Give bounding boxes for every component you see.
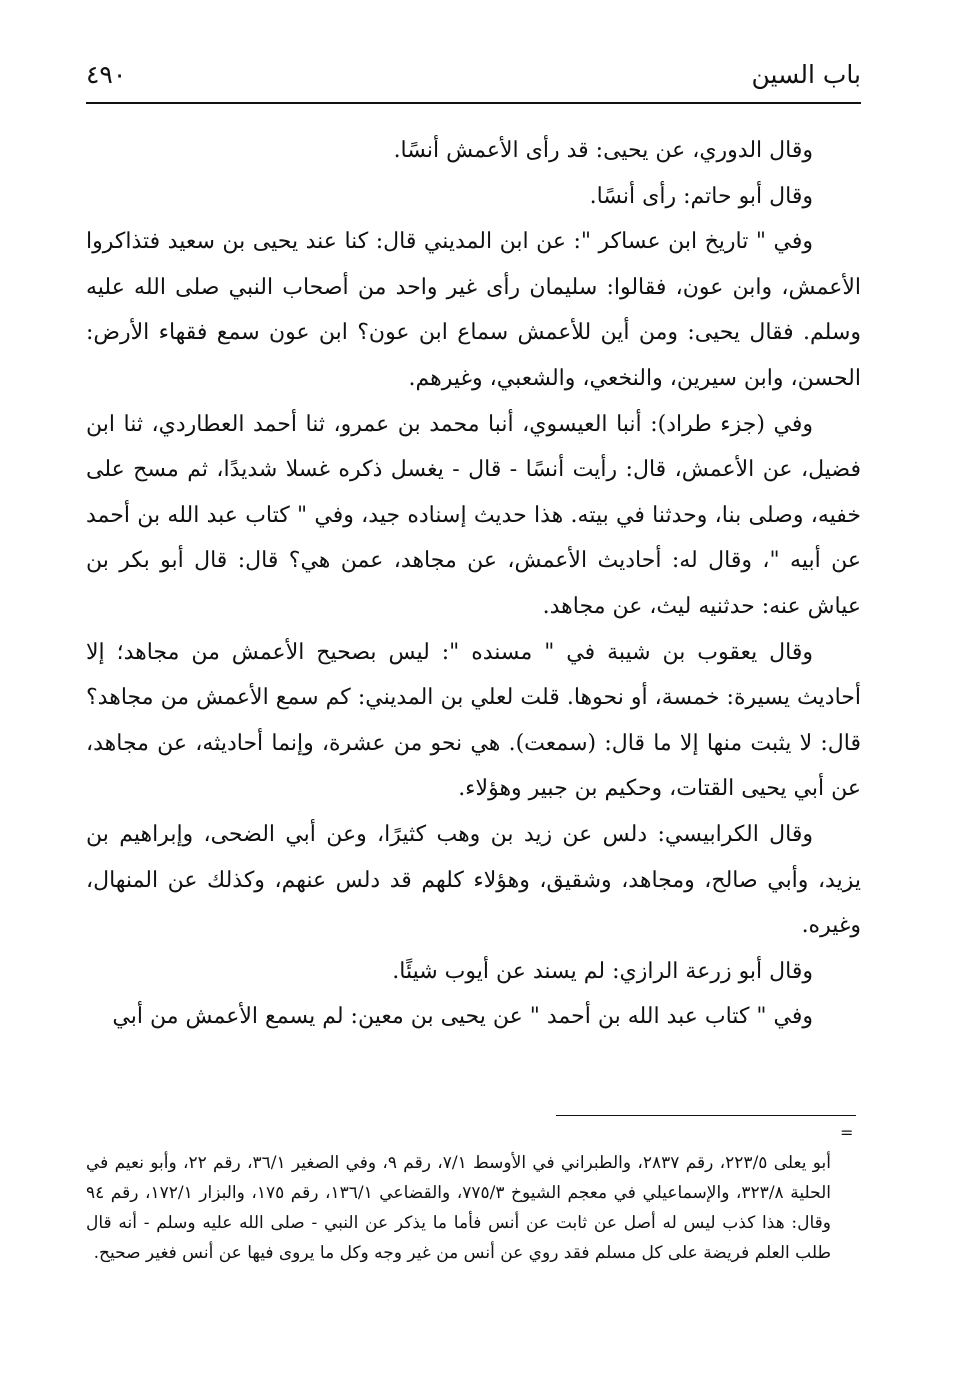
footnote-divider [556, 1115, 856, 1116]
main-text [86, 128, 861, 1040]
paragraph-7: وقال أبو زرعة الرازي: لم يسند عن أيوب شيئًا. [392, 958, 813, 984]
paragraph-8: وفي " كتاب عبد الله بن أحمد " عن يحيى بن معين: لم يسمع الأعمش من أبي [112, 1004, 813, 1030]
paragraph-5: وقال يعقوب بن شيبة في " مسنده ": ليس بصحيح الأعمش من مجاهد؛ إلا أحاديث يسيرة: خمسة، أو نحوها. قلت لعلي بن المديني: كم سمع الأعمش من مجاهد؟ قال: لا يثبت منها إلا ما قال: (سمعت). هي نحو من عشرة، وإنما أحاديثه، عن مجاهد، عن أبي يحيى القتات، وحكيم بن جبير وهؤلاء. [86, 639, 861, 802]
paragraph-3: وفي " تاريخ ابن عساكر ": عن ابن المديني قال: كنا عند يحيى بن سعيد فتذاكروا الأعمش، وابن عون، فقالوا: سليمان رأى غير واحد من أصحاب النبي صلى الله عليه وسلم. فقال يحيى: ومن أين للأعمش سماع ابن عون؟ ابن عون سمع فقهاء الأرض: الحسن، وابن سيرين، والنخعي، والشعبي، وغيرهم. [86, 229, 861, 391]
chapter-title: باب السين [751, 60, 861, 89]
page-header [86, 58, 861, 98]
footnote-text: أبو يعلى ٢٢٣/٥، رقم ٢٨٣٧، والطبراني في الأوسط ٧/١، رقم ٩، وفي الصغير ٣٦/١، رقم ٢٢، وأبو نعيم في الحلية ٣٢٣/٨، والإسماعيلي في معجم الشيوخ ٧٧٥/٣، والقضاعي ١٣٦/١، رقم ١٧٥، والبزار ١٧٢/١، رقم ٩٤ وقال: هذا كذب ليس له أصل عن ثابت عن أنس فأما ما يذكر عن النبي - صلى الله عليه وسلم - أنه قال طلب العلم فريضة على كل مسلم فقد روي عن أنس من غير وجه وكل ما يروى فيها عن أنس فغير صحيح. [86, 1153, 831, 1263]
footnote-continuation-mark: = [840, 1123, 854, 1142]
paragraph-1: وقال الدوري، عن يحيى: قد رأى الأعمش أنسًا. [393, 138, 813, 163]
paragraph-4: وفي (جزء طراد): أنبا العيسوي، أنبا محمد بن عمرو، ثنا أحمد العطاردي، ثنا ابن فضيل، عن الأعمش، قال: رأيت أنسًا - قال - يغسل ذكره غسلا شديدًا، ثم مسح على خفيه، وصلى بنا، وحدثنا في بيته. هذا حديث إسناده جيد، وفي " كتاب عبد الله بن أحمد عن أبيه "، وقال له: أحاديث الأعمش، عن مجاهد، عمن هي؟ قال: قال أبو بكر بن عياش عنه: حدثنيه ليث، عن مجاهد. [86, 411, 861, 619]
page-number: ٤٩٠ [86, 60, 127, 89]
paragraph-6: وقال الكرابيسي: دلس عن زيد بن وهب كثيرًا، وعن أبي الضحى، وإبراهيم بن يزيد، وأبي صالح، ومجاهد، وشقيق، وهؤلاء كلهم قد دلس عنهم، وكذلك عن المنهال، وغيره. [86, 821, 861, 939]
paragraph-2: وقال أبو حاتم: رأى أنسًا. [589, 183, 813, 209]
header-divider [86, 102, 861, 104]
